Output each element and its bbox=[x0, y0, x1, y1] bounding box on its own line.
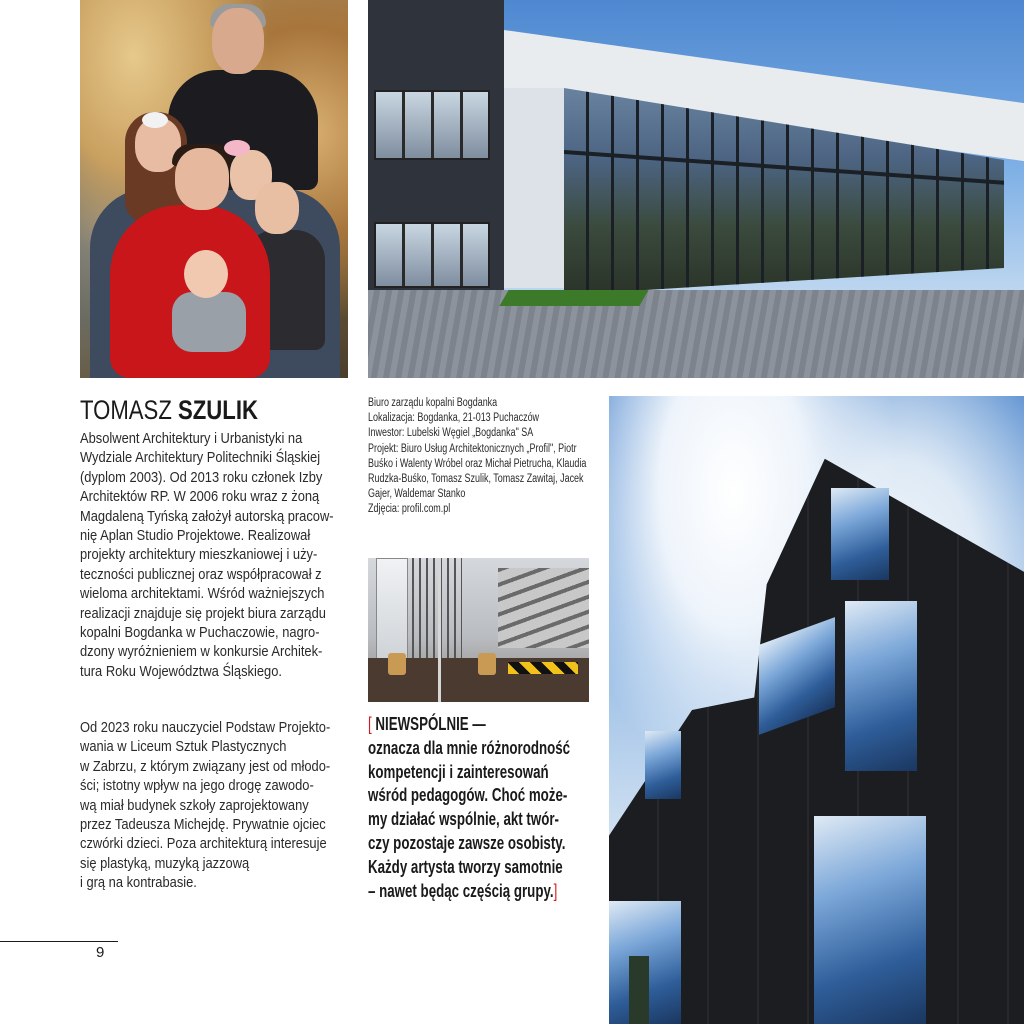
page-rule-divider bbox=[0, 941, 118, 942]
bio-paragraph-2 bbox=[80, 718, 342, 904]
bio-line: wą miał budynek szkoły zaprojektowany bbox=[80, 796, 309, 814]
bio-line: Od 2023 roku nauczyciel Podstaw Projekto- bbox=[80, 719, 331, 736]
staircase bbox=[498, 568, 589, 648]
bio-line: kopalni Bogdanka w Puchaczowie, nagro- bbox=[80, 624, 320, 642]
credit-line: Rudzka-Buśko, Tomasz Szulik, Tomasz Zawitaj, Jacek bbox=[368, 473, 584, 486]
window-glass bbox=[645, 731, 681, 799]
mother-figure bbox=[175, 148, 229, 210]
bio-line: Wydziale Architektury Politechniki Śląskiej bbox=[80, 449, 321, 467]
window-glass bbox=[814, 816, 926, 1024]
bio-line: Absolwent Architektury i Urbanistyki na bbox=[80, 430, 303, 447]
bio-line: realizacji znajduje się projekt biura zarządu bbox=[80, 604, 326, 622]
bio-line: się plastyką, muzyką jazzową bbox=[80, 854, 250, 872]
mine-shaft-tower bbox=[629, 956, 649, 1024]
family-photo bbox=[80, 0, 348, 378]
dark-facade-building-photo bbox=[609, 396, 1024, 1024]
credit-line: Gajer, Waldemar Stanko bbox=[368, 488, 466, 501]
bio-line: dzony wyróżnieniem w konkursie Architek- bbox=[80, 643, 323, 661]
project-credits bbox=[368, 396, 598, 546]
paved-plaza bbox=[368, 290, 1024, 378]
quote-line: oznacza dla mnie różnorodność bbox=[368, 736, 571, 758]
bio-line: teczności publicznej oraz współpracował z bbox=[80, 565, 322, 583]
quote-line: czy pozostaje zawsze osobisty. bbox=[368, 831, 566, 853]
bio-line: projekty architektury mieszkaniowej i uży- bbox=[80, 546, 318, 564]
quote-close-bracket: ] bbox=[553, 879, 558, 901]
bio-line: tura Roku Województwa Śląskiego. bbox=[80, 662, 282, 680]
credit-line: Buśko i Walenty Wróbel oraz Michał Pietrucha, Klaudia bbox=[368, 457, 587, 470]
bio-line: Magdaleną Tyńską założył autorską pracow- bbox=[80, 507, 334, 525]
pull-quote bbox=[368, 712, 598, 922]
bio-line: i grą na kontrabasie. bbox=[80, 874, 197, 892]
child-figure bbox=[255, 182, 299, 234]
credit-line: Zdjęcia: profil.com.pl bbox=[368, 503, 451, 516]
bio-line: ści; istotny wpływ na jego drogę zawodo- bbox=[80, 777, 314, 795]
author-name-heading bbox=[80, 393, 301, 427]
quote-line: kompetencji i zainteresowań bbox=[368, 760, 549, 782]
bio-paragraph-1 bbox=[80, 429, 342, 701]
interior-photo bbox=[368, 558, 589, 702]
quote-line: – nawet będąc częścią grupy. bbox=[368, 879, 554, 901]
bio-line: Architektów RP. W 2006 roku wraz z żoną bbox=[80, 488, 320, 506]
bio-line: przez Tadeusza Michejdę. Prywatnie ojciec bbox=[80, 816, 326, 834]
bio-line: w Zabrzu, z którym związany jest od młodo- bbox=[80, 757, 331, 775]
credit-line: Lokalizacja: Bogdanka, 21-013 Puchaczów bbox=[368, 412, 540, 425]
window-glass bbox=[831, 488, 889, 580]
building-rendering-photo bbox=[368, 0, 1024, 378]
baby-figure bbox=[184, 250, 228, 298]
bio-line: nię Aplan Studio Projektowe. Realizował bbox=[80, 527, 311, 545]
credit-line: Biuro zarządu kopalni Bogdanka bbox=[368, 397, 498, 409]
page-number: 9 bbox=[96, 944, 105, 961]
bio-line: czwórki dzieci. Poza architekturą interesuje bbox=[80, 835, 327, 853]
quote-line: NIEWSPÓLNIE — bbox=[375, 713, 486, 734]
credit-line: Inwestor: Lubelski Węgiel „Bogdanka" SA bbox=[368, 427, 534, 440]
dark-brick-block bbox=[368, 0, 504, 320]
bio-line: wieloma architektami. Wśród ważniejszych bbox=[80, 585, 325, 603]
window-glass bbox=[845, 601, 917, 771]
author-last-name: SZULIK bbox=[178, 395, 258, 425]
quote-open-bracket: [ bbox=[368, 713, 372, 734]
credit-line: Projekt: Biuro Usług Architektonicznych „Profil", Piotr bbox=[368, 442, 577, 455]
quote-line: wśród pedagogów. Choć może- bbox=[368, 784, 568, 806]
bio-line: wania w Liceum Sztuk Plastycznych bbox=[80, 738, 287, 756]
author-first-name: TOMASZ bbox=[80, 395, 172, 425]
father-figure bbox=[212, 8, 264, 74]
quote-line: Każdy artysta tworzy samotnie bbox=[368, 855, 563, 877]
quote-line: my działać wspólnie, akt twór- bbox=[368, 808, 559, 830]
bio-line: (dyplom 2003). Od 2013 roku członek Izby bbox=[80, 468, 323, 486]
